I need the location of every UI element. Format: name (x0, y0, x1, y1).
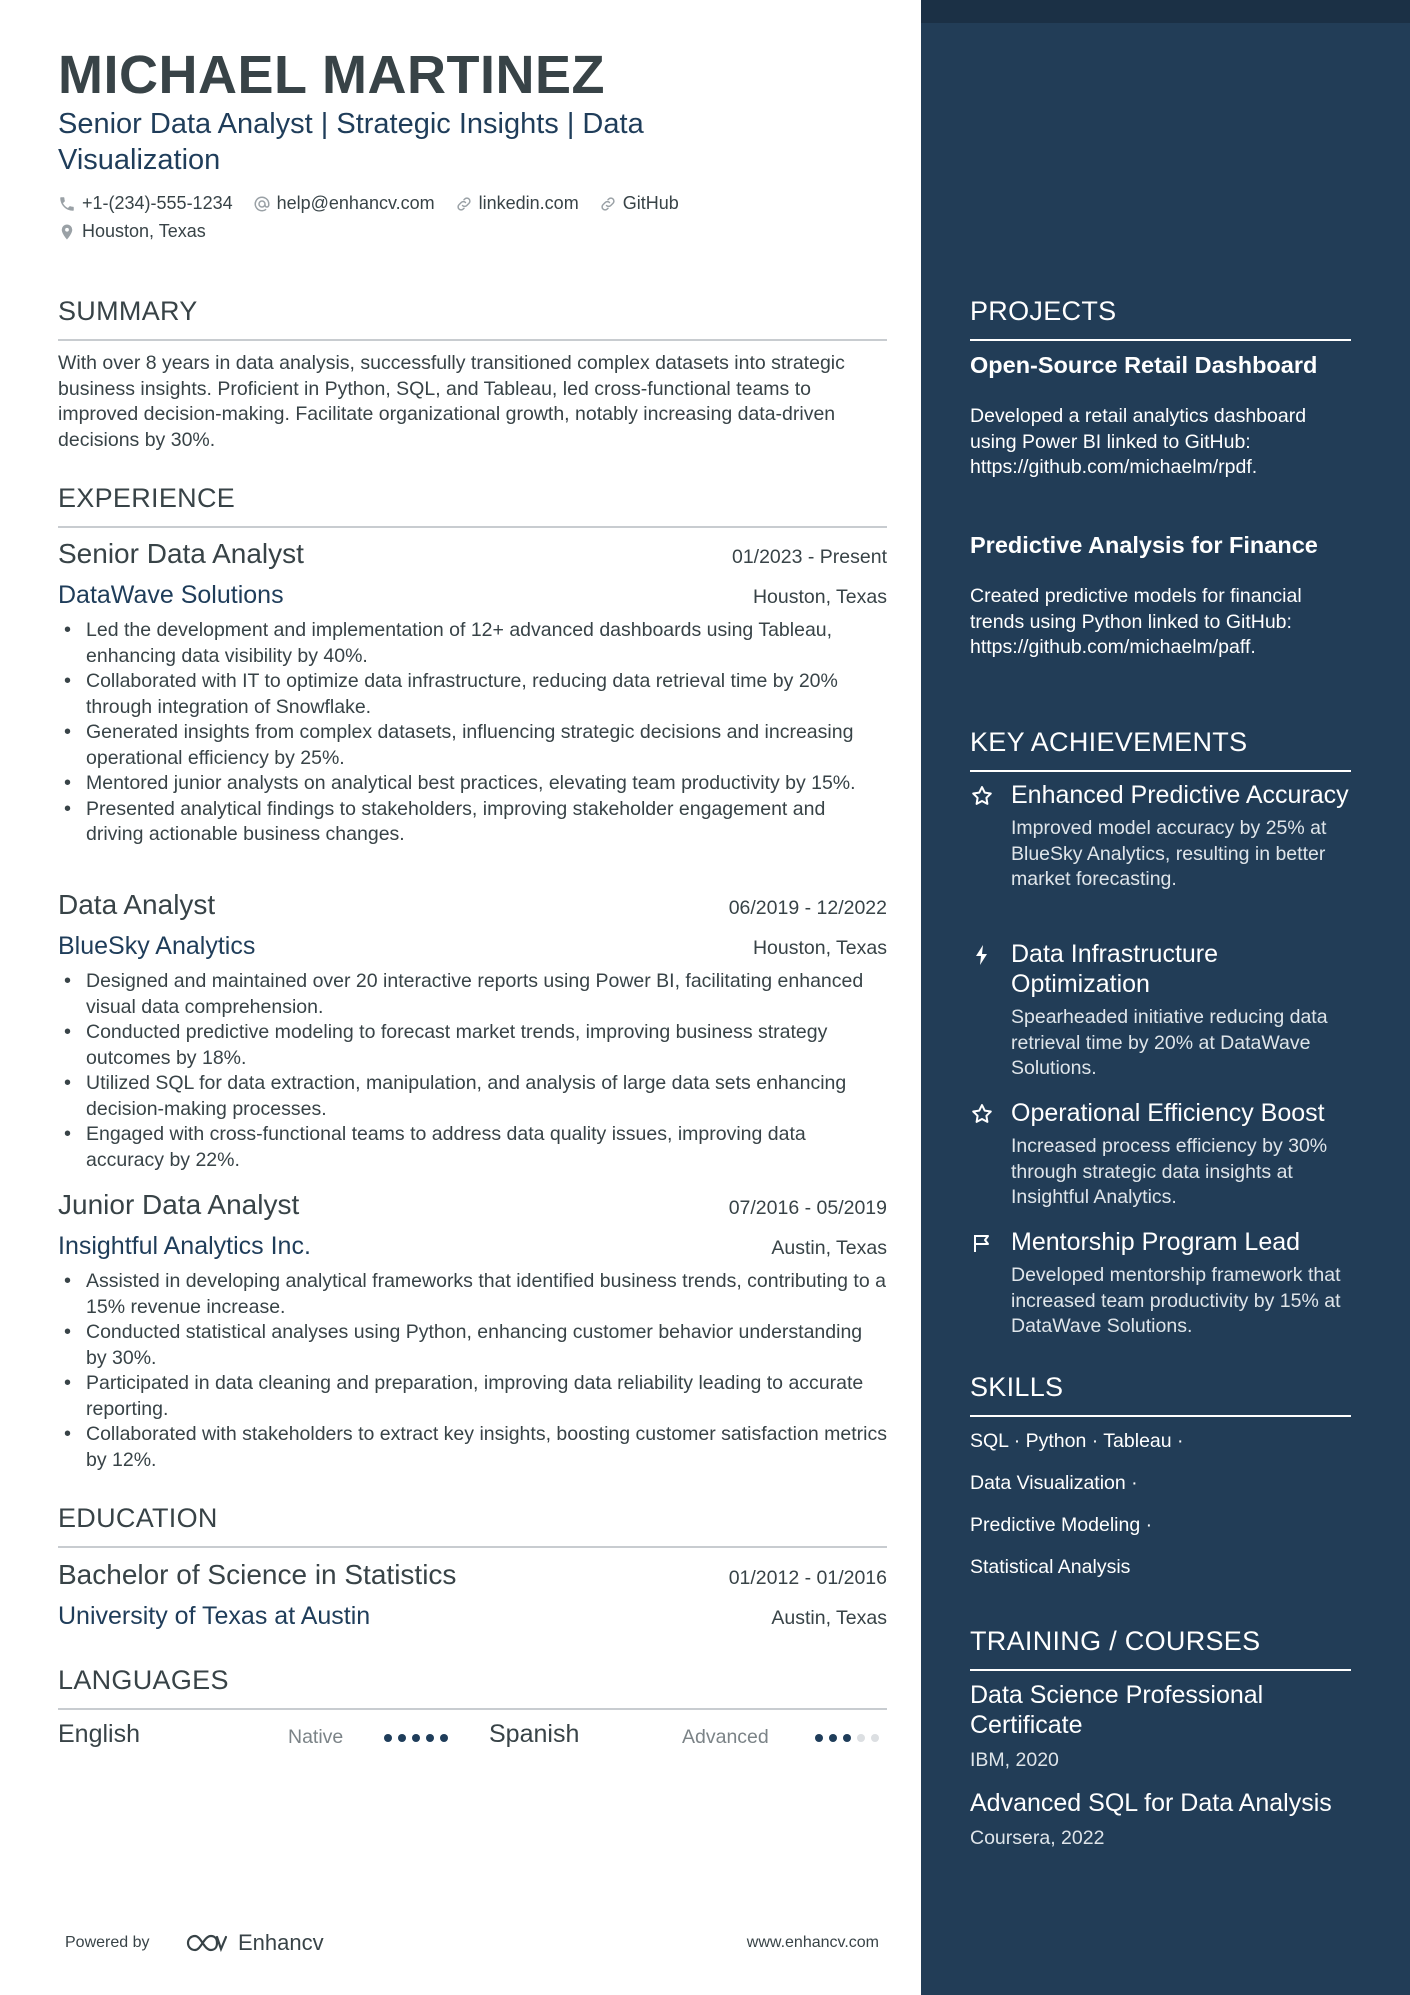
language-name: Spanish (489, 1720, 580, 1748)
achievement-title: Data Infrastructure Optimization (1011, 940, 1219, 998)
education-school: University of Texas at Austin (58, 1602, 371, 1630)
bullet-item: • Designed and maintained over 20 interactive reports using Power BI, facilitating enhanced visual data comprehension. (58, 969, 887, 1020)
bullet-item: • Collaborated with stakeholders to extract key insights, boosting customer satisfaction metrics by 12%. (58, 1422, 887, 1473)
enhancv-brand[interactable] (184, 1930, 324, 1956)
achievement-item (970, 1098, 1351, 1211)
achievement-title: Operational Efficiency Boost (1011, 1099, 1325, 1127)
link-icon (599, 195, 617, 213)
job-company-row (58, 932, 887, 961)
course-provider: Coursera, 2022 (970, 1827, 1105, 1849)
proficiency-dot-empty (871, 1734, 879, 1742)
job-location: Houston, Texas (752, 586, 887, 608)
project-title: Open-Source Retail Dashboard (970, 352, 1318, 378)
achievement-description: Spearheaded initiative reducing data retrieval time by 20% at DataWave Solutions. (1011, 1006, 1328, 1079)
bullet-item: • Led the development and implementation of 12+ advanced dashboards using Tableau, enhancing data visibility by 40%. (58, 618, 887, 669)
job-bullets (58, 1269, 887, 1473)
proficiency-dot-filled (815, 1734, 823, 1742)
language-level: Advanced (682, 1726, 769, 1748)
email-text: help@enhancv.com (276, 193, 435, 213)
skill-line: Data Visualization · (970, 1472, 1138, 1494)
job-role: Data Analyst (58, 889, 216, 920)
candidate-name: MICHAEL MARTINEZ (58, 45, 605, 105)
bolt-icon (970, 943, 994, 967)
proficiency-dot-filled (843, 1734, 851, 1742)
contact-linkedin[interactable] (455, 193, 579, 214)
achievement-title: Enhanced Predictive Accuracy (1011, 781, 1349, 809)
at-icon (253, 195, 271, 213)
language-level: Native (288, 1726, 344, 1748)
bullet-item: • Generated insights from complex datasets, influencing strategic decisions and increasing operational efficiency by 25%. (58, 720, 887, 771)
footer (58, 1930, 879, 1960)
achievement-item (970, 939, 1351, 1082)
achievement-item (970, 1227, 1351, 1340)
language-name: English (58, 1720, 140, 1748)
brand-text: Enhancv (238, 1930, 324, 1955)
location-text: Houston, Texas (82, 221, 206, 241)
enhancv-logo-icon (184, 1932, 230, 1954)
bullet-item: • Utilized SQL for data extraction, manipulation, and analysis of large data sets enhancing decision-making processes. (58, 1071, 887, 1122)
job-company-row (58, 581, 887, 610)
proficiency-dot-filled (440, 1734, 448, 1742)
achievement-title: Mentorship Program Lead (1011, 1228, 1301, 1256)
contact-location (58, 221, 206, 242)
achievement-description: Increased process efficiency by 30% through strategic data insights at Insightful Analytics. (1011, 1135, 1328, 1208)
flag-icon (970, 1231, 994, 1255)
project-description: Created predictive models for financial trends using Python linked to GitHub: https://github.com/michaelm/paff. (970, 585, 1302, 658)
job-bullets (58, 618, 887, 848)
star-icon (970, 1102, 994, 1126)
proficiency-dot-filled (398, 1734, 406, 1742)
experience-heading: EXPERIENCE (58, 483, 887, 528)
contact-email[interactable] (253, 193, 435, 214)
bullet-item: • Assisted in developing analytical frameworks that identified business trends, contributing to a 15% revenue increase. (58, 1269, 887, 1320)
achievement-description: Improved model accuracy by 25% at BlueSky Analytics, resulting in better market forecasting. (1011, 817, 1327, 890)
languages-heading: LANGUAGES (58, 1665, 887, 1710)
education-dates: 01/2012 - 01/2016 (728, 1567, 887, 1589)
phone-icon (58, 195, 76, 213)
bullet-item: • Participated in data cleaning and preparation, improving data reliability leading to accurate reporting. (58, 1371, 887, 1422)
job-role: Senior Data Analyst (58, 538, 304, 569)
achievement-description: Developed mentorship framework that increased team productivity by 15% at DataWave Solutions. (1011, 1264, 1341, 1337)
job-dates: 01/2023 - Present (731, 546, 887, 568)
job-dates: 06/2019 - 12/2022 (728, 897, 887, 919)
job-dates: 07/2016 - 05/2019 (728, 1197, 887, 1219)
proficiency-dot-filled (412, 1734, 420, 1742)
job-location: Austin, Texas (771, 1237, 887, 1259)
powered-by-text: Powered by (65, 1934, 150, 1951)
phone-text: +1-(234)-555-1234 (82, 193, 233, 213)
job-location: Houston, Texas (752, 937, 887, 959)
achievement-item (970, 780, 1351, 893)
location-row (58, 221, 226, 242)
job-title-row (58, 1189, 887, 1221)
education-location: Austin, Texas (771, 1607, 887, 1629)
sidebar-top-bar (921, 0, 1410, 23)
linkedin-text: linkedin.com (478, 193, 579, 213)
language-dots (815, 1734, 885, 1742)
skill-line: SQL · Python · Tableau · (970, 1430, 1184, 1452)
job-title-row (58, 538, 887, 570)
candidate-title: Senior Data Analyst | Strategic Insights | Data Visualization (58, 108, 644, 176)
proficiency-dot-filled (829, 1734, 837, 1742)
proficiency-dot-filled (384, 1734, 392, 1742)
skill-line: Statistical Analysis (970, 1556, 1131, 1578)
job-company: DataWave Solutions (58, 581, 284, 609)
job-company: BlueSky Analytics (58, 932, 256, 960)
project-description: Developed a retail analytics dashboard using Power BI linked to GitHub: https://github.com/michaelm/rpdf. (970, 405, 1307, 478)
contact-row (58, 193, 699, 214)
course-provider: IBM, 2020 (970, 1749, 1059, 1771)
bullet-item: • Collaborated with IT to optimize data infrastructure, reducing data retrieval time by 20% through integration of Snowflake. (58, 669, 887, 720)
job-bullets (58, 969, 887, 1173)
contact-github[interactable] (599, 193, 679, 214)
bullet-item: • Presented analytical findings to stakeholders, improving stakeholder engagement and driving actionable business changes. (58, 797, 887, 848)
training-heading: TRAINING / COURSES (970, 1626, 1351, 1671)
summary-heading: SUMMARY (58, 296, 887, 341)
bullet-item: • Engaged with cross-functional teams to address data quality issues, improving data accuracy by 22%. (58, 1122, 887, 1173)
proficiency-dot-empty (857, 1734, 865, 1742)
project-title: Predictive Analysis for Finance (970, 532, 1318, 558)
website-link[interactable]: www.enhancv.com (746, 1934, 879, 1951)
link-icon (455, 195, 473, 213)
github-text: GitHub (622, 193, 679, 213)
bullet-item: • Mentored junior analysts on analytical best practices, elevating team productivity by 15%. (58, 771, 887, 797)
course-title: Advanced SQL for Data Analysis (970, 1789, 1332, 1817)
job-title-row (58, 889, 887, 921)
contact-phone[interactable] (58, 193, 233, 214)
projects-heading: PROJECTS (970, 296, 1351, 341)
proficiency-dot-filled (426, 1734, 434, 1742)
star-icon (970, 784, 994, 808)
job-role: Junior Data Analyst (58, 1189, 300, 1220)
course-title: Data Science Professional Certificate (970, 1681, 1264, 1739)
education-degree: Bachelor of Science in Statistics (58, 1559, 457, 1590)
language-dots (384, 1734, 454, 1742)
education-school-row (58, 1602, 887, 1631)
bullet-item: • Conducted predictive modeling to forecast market trends, improving business strategy outcomes by 18%. (58, 1020, 887, 1071)
education-degree-row (58, 1559, 887, 1591)
summary-text: With over 8 years in data analysis, successfully transitioned complex datasets into strategic business insights. Proficient in Python, SQL, and Tableau, led cross-functional teams to improved decision-making. Facilitate organizational growth, notably increasing data-driven decisions by 30%. (58, 352, 845, 451)
languages-row (58, 1720, 887, 1754)
skill-line: Predictive Modeling · (970, 1514, 1153, 1536)
bullet-item: • Conducted statistical analyses using Python, enhancing customer behavior understanding by 30%. (58, 1320, 887, 1371)
job-company: Insightful Analytics Inc. (58, 1232, 311, 1260)
skills-heading: SKILLS (970, 1372, 1351, 1417)
education-heading: EDUCATION (58, 1503, 887, 1548)
location-pin-icon (58, 223, 76, 241)
job-company-row (58, 1232, 887, 1261)
achievements-heading: KEY ACHIEVEMENTS (970, 727, 1351, 772)
